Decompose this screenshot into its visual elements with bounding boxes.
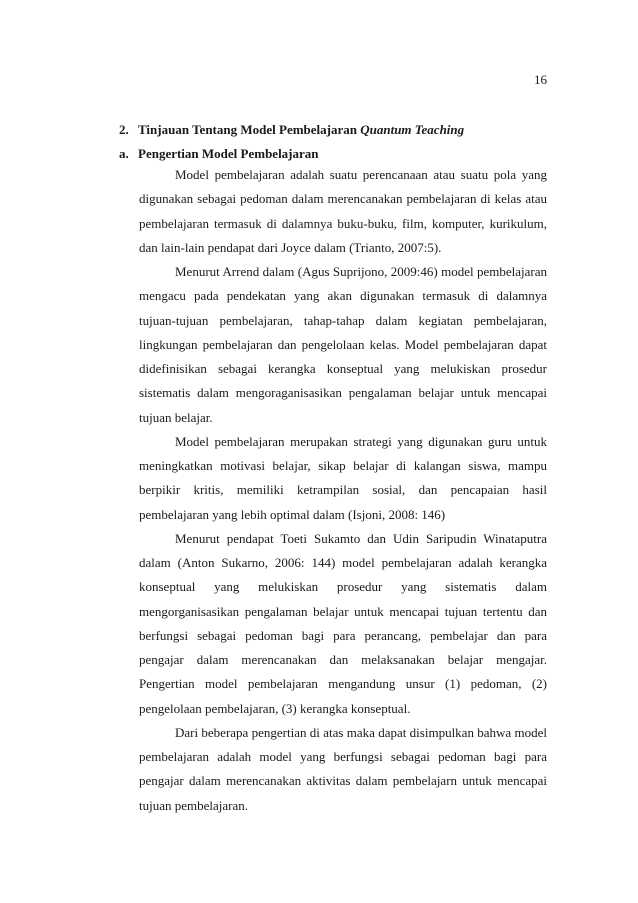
- subsection-heading: [119, 146, 319, 162]
- subsection-title: Pengertian Model Pembelajaran: [138, 146, 319, 161]
- paragraph: Dari beberapa pengertian di atas maka dapat disimpulkan bahwa model pembelajaran adalah model yang berfungsi sebagai pedoman bagi para pengajar dalam merencanakan aktivitas dalam pembelajarn untuk mencapai tujuan pembelajaran.: [139, 724, 547, 813]
- paragraph: Menurut pendapat Toeti Sukamto dan Udin Saripudin Winataputra dalam (Anton Sukarno, 2006: 144) model pembelajaran adalah kerangka konseptual yang melukiskan prosedur yang sistematis dalam mengorganisasikan pengalaman belajar untuk mencapai tujuan tertentu dan berfungsi sebagai pedoman bagi para perancang, pembelajar dan para pengajar dalam merencanakan dan melaksanakan belajar mengajar. Pengertian model pembelajaran mengandung unsur (1) pedoman, (2) pengelolaan pembelajaran, (3) kerangka konseptual.: [139, 530, 547, 716]
- section-heading: [119, 122, 464, 138]
- subsection-letter: a.: [119, 146, 129, 161]
- section-title: Tinjauan Tentang Model Pembelajaran: [138, 122, 361, 137]
- paragraph: Menurut Arrend dalam (Agus Suprijono, 2009:46) model pembelajaran mengacu pada pendekatan yang akan digunakan termasuk di dalamnya tujuan-tujuan pembelajaran, tahap-tahap dalam kegiatan pembelajaran, lingkungan pembelajaran dan pengelolaan kelas. Model pembelajaran dapat didefinisikan sebagai kerangka konseptual yang melukiskan prosedur sistematis dalam mengoraganisasikan pengalaman belajar untuk mencapai tujuan belajar.: [139, 264, 547, 425]
- paragraph: Model pembelajaran merupakan strategi yang digunakan guru untuk meningkatkan motivasi belajar, sikap belajar di kalangan siswa, mampu berpikir kritis, memiliki ketrampilan sosial, dan pencapaian hasil pembelajaran yang lebih optimal dalam (Isjoni, 2008: 146): [139, 433, 547, 522]
- section-title-emphasis: Quantum Teaching: [360, 122, 465, 137]
- section-number: 2.: [119, 122, 129, 137]
- paragraph: Model pembelajaran adalah suatu perencanaan atau suatu pola yang digunakan sebagai pedoman dalam merencanakan pembelajaran di kelas atau pembelajaran termasuk di dalamnya buku-buku, film, komputer, kurikulum, dan lain-lain pendapat dari Joyce dalam (Trianto, 2007:5).: [139, 167, 547, 255]
- page-number: 16: [534, 72, 547, 87]
- body-text: [139, 163, 547, 818]
